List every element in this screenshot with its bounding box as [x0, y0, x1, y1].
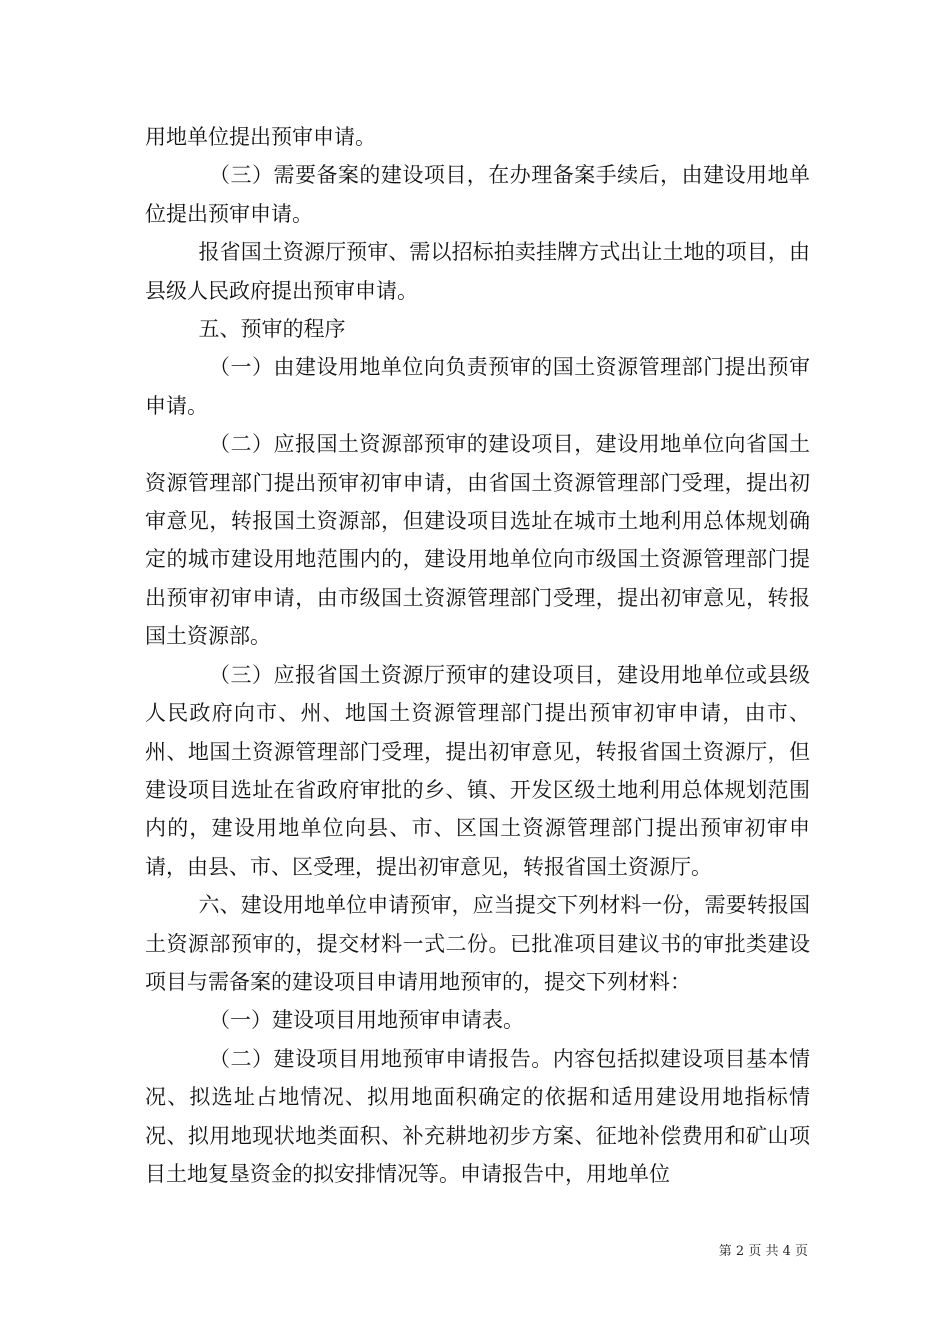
- paragraph-procedure-3: （三）应报省国土资源厅预审的建设项目，建设用地单位或县级人民政府向市、州、地国土资源管理部门提出预审初审申请，由市、州、地国土资源管理部门受理，提出初审意见，转报省国土资源厅，但建设项目选址在省政府审批的乡、镇、开发区级土地利用总体规划范围内的，建设用地单位向县、市、区国土资源管理部门提出预审初审申请，由县、市、区受理，提出初审意见，转报省国土资源厅。: [145, 662, 810, 879]
- section-heading-materials: 六、建设用地单位申请预审，应当提交下列材料一份，需要转报国土资源部预审的，提交材料一式二份。已批准项目建议书的审批类建设项目与需备案的建设项目申请用地预审的，提交下列材料：: [145, 893, 810, 994]
- paragraph-item-3-filing: （三）需要备案的建设项目，在办理备案手续后，由建设用地单位提出预审申请。: [145, 163, 810, 226]
- paragraph-procedure-2: （二）应报国土资源部预审的建设项目，建设用地单位向省国土资源管理部门提出预审初审申请，由省国土资源管理部门受理，提出初审意见，转报国土资源部，但建设项目选址在城市土地利用总体规划确定的城市建设用地范围内的，建设用地单位向市级国土资源管理部门提出预审初审申请，由市级国土资源管理部门受理，提出初审意见，转报国土资源部。: [145, 432, 810, 649]
- paragraph-materials-2: （二）建设项目用地预审申请报告。内容包括拟建设项目基本情况、拟选址占地情况、拟用地面积确定的依据和适用建设用地指标情况、拟用地现状地类面积、补充耕地初步方案、征地补偿费用和矿山项目土地复垦资金的拟安排情况等。申请报告中，用地单位: [145, 1046, 810, 1186]
- paragraph-provincial-review: 报省国土资源厅预审、需以招标拍卖挂牌方式出让土地的项目，由县级人民政府提出预审申请。: [145, 240, 810, 303]
- page-number: 第 2 页 共 4 页: [718, 1244, 808, 1259]
- paragraph-procedure-1: （一）由建设用地单位向负责预审的国土资源管理部门提出预审申请。: [145, 355, 810, 418]
- document-body: [145, 118, 810, 1193]
- paragraph-continuation: 用地单位提出预审申请。: [145, 125, 376, 149]
- section-heading-procedure: 五、预审的程序: [198, 317, 346, 342]
- paragraph-materials-1: （一）建设项目用地预审申请表。: [209, 1008, 525, 1033]
